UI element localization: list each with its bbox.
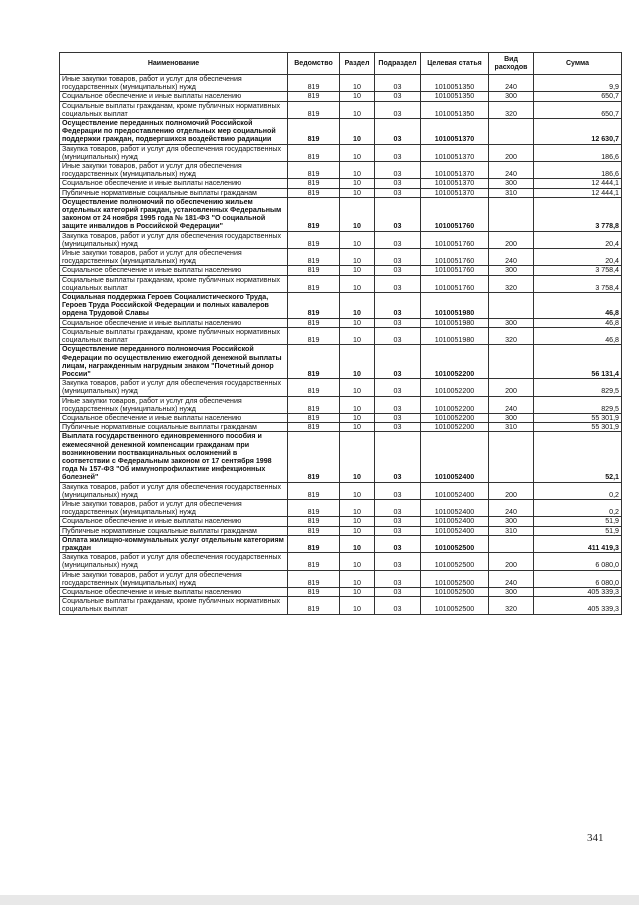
expense-type-cell: 300: [489, 266, 534, 275]
subsection-cell: 03: [375, 517, 421, 526]
subsection-cell: 03: [375, 597, 421, 614]
subsection-cell: 03: [375, 318, 421, 327]
target-article-cell: 1010051980: [421, 327, 489, 344]
department-cell: 819: [288, 535, 340, 552]
header-expense-type: Вид расходов: [489, 53, 534, 75]
target-article-cell: 1010051760: [421, 231, 489, 248]
subsection-cell: 03: [375, 553, 421, 570]
department-cell: 819: [288, 162, 340, 179]
section-cell: 10: [340, 318, 375, 327]
target-article-cell: 1010051760: [421, 249, 489, 266]
expense-type-cell: 200: [489, 231, 534, 248]
subsection-cell: 03: [375, 432, 421, 482]
subsection-cell: 03: [375, 587, 421, 596]
expense-type-cell: 320: [489, 597, 534, 614]
department-cell: 819: [288, 92, 340, 101]
expense-type-cell: 200: [489, 144, 534, 161]
table-row: [60, 587, 622, 596]
section-cell: 10: [340, 92, 375, 101]
expense-type-cell: 300: [489, 318, 534, 327]
row-name-cell: Социальное обеспечение и иные выплаты населению: [60, 266, 288, 275]
table-row: [60, 231, 622, 248]
table-row: [60, 318, 622, 327]
row-name-cell: Закупка товаров, работ и услуг для обеспечения государственных (муниципальных) нужд: [60, 379, 288, 396]
department-cell: 819: [288, 144, 340, 161]
amount-cell: 186,6: [534, 144, 622, 161]
section-cell: 10: [340, 553, 375, 570]
expense-type-cell: 300: [489, 92, 534, 101]
target-article-cell: 1010051370: [421, 144, 489, 161]
section-cell: 10: [340, 570, 375, 587]
department-cell: 819: [288, 597, 340, 614]
section-cell: 10: [340, 293, 375, 319]
row-name-cell: Социальное обеспечение и иные выплаты населению: [60, 92, 288, 101]
section-cell: 10: [340, 197, 375, 231]
subsection-cell: 03: [375, 482, 421, 499]
budget-table: [59, 52, 622, 615]
section-cell: 10: [340, 379, 375, 396]
subsection-cell: 03: [375, 499, 421, 516]
section-cell: 10: [340, 179, 375, 188]
subsection-cell: 03: [375, 101, 421, 118]
target-article-cell: 1010052200: [421, 413, 489, 422]
row-name-cell: Закупка товаров, работ и услуг для обеспечения государственных (муниципальных) нужд: [60, 482, 288, 499]
section-cell: 10: [340, 587, 375, 596]
row-name-cell: Социальное обеспечение и иные выплаты населению: [60, 587, 288, 596]
subsection-cell: 03: [375, 188, 421, 197]
section-cell: 10: [340, 345, 375, 379]
scan-bottom-edge: [0, 895, 639, 905]
department-cell: 819: [288, 396, 340, 413]
row-name-cell: Иные закупки товаров, работ и услуг для обеспечения государственных (муниципальных) нужд: [60, 75, 288, 92]
expense-type-cell: 320: [489, 101, 534, 118]
amount-cell: 12 444,1: [534, 179, 622, 188]
subsection-cell: 03: [375, 379, 421, 396]
section-cell: 10: [340, 327, 375, 344]
row-name-cell: Социальные выплаты гражданам, кроме публичных нормативных социальных выплат: [60, 327, 288, 344]
table-row: [60, 432, 622, 482]
section-cell: 10: [340, 413, 375, 422]
subsection-cell: 03: [375, 526, 421, 535]
subsection-cell: 03: [375, 535, 421, 552]
department-cell: 819: [288, 101, 340, 118]
row-name-cell: Осуществление переданного полномочия Российской Федерации по осуществлению ежегодной денежной выплаты лицам, награжденным нагрудным знаком "Почетный донор России": [60, 345, 288, 379]
expense-type-cell: 320: [489, 327, 534, 344]
table-row: [60, 293, 622, 319]
header-name: Наименование: [60, 53, 288, 75]
table-row: [60, 570, 622, 587]
section-cell: 10: [340, 144, 375, 161]
subsection-cell: 03: [375, 197, 421, 231]
table-body: [60, 75, 622, 615]
table-row: [60, 597, 622, 614]
subsection-cell: 03: [375, 413, 421, 422]
section-cell: 10: [340, 499, 375, 516]
expense-type-cell: [489, 119, 534, 145]
amount-cell: 6 080,0: [534, 553, 622, 570]
table-row: [60, 327, 622, 344]
department-cell: 819: [288, 249, 340, 266]
section-cell: 10: [340, 396, 375, 413]
expense-type-cell: [489, 535, 534, 552]
amount-cell: 51,9: [534, 517, 622, 526]
row-name-cell: Закупка товаров, работ и услуг для обеспечения государственных (муниципальных) нужд: [60, 553, 288, 570]
department-cell: 819: [288, 499, 340, 516]
amount-cell: 55 301,9: [534, 413, 622, 422]
row-name-cell: Оплата жилищно-коммунальных услуг отдельным категориям граждан: [60, 535, 288, 552]
amount-cell: 3 758,4: [534, 275, 622, 292]
amount-cell: 829,5: [534, 396, 622, 413]
amount-cell: 650,7: [534, 92, 622, 101]
expense-type-cell: 300: [489, 517, 534, 526]
department-cell: 819: [288, 413, 340, 422]
expense-type-cell: 240: [489, 396, 534, 413]
department-cell: 819: [288, 553, 340, 570]
table-row: [60, 75, 622, 92]
subsection-cell: 03: [375, 144, 421, 161]
header-target-article: Целевая статья: [421, 53, 489, 75]
expense-type-cell: [489, 197, 534, 231]
target-article-cell: 1010052200: [421, 345, 489, 379]
table-row: [60, 379, 622, 396]
subsection-cell: 03: [375, 570, 421, 587]
row-name-cell: Социальная поддержка Героев Социалистического Труда, Героев Труда Российской Федерации и полных кавалеров ордена Трудовой Славы: [60, 293, 288, 319]
expense-type-cell: 300: [489, 587, 534, 596]
subsection-cell: 03: [375, 119, 421, 145]
section-cell: 10: [340, 75, 375, 92]
target-article-cell: 1010052400: [421, 499, 489, 516]
target-article-cell: 1010052400: [421, 482, 489, 499]
amount-cell: 0,2: [534, 482, 622, 499]
amount-cell: 3 758,4: [534, 266, 622, 275]
row-name-cell: Социальное обеспечение и иные выплаты населению: [60, 318, 288, 327]
amount-cell: 46,8: [534, 327, 622, 344]
department-cell: 819: [288, 188, 340, 197]
section-cell: 10: [340, 101, 375, 118]
target-article-cell: 1010051350: [421, 75, 489, 92]
table-header-row: [60, 53, 622, 75]
section-cell: 10: [340, 162, 375, 179]
target-article-cell: 1010052400: [421, 526, 489, 535]
amount-cell: 52,1: [534, 432, 622, 482]
table-row: [60, 396, 622, 413]
target-article-cell: 1010051370: [421, 179, 489, 188]
section-cell: 10: [340, 266, 375, 275]
amount-cell: 186,6: [534, 162, 622, 179]
department-cell: 819: [288, 197, 340, 231]
table-row: [60, 179, 622, 188]
section-cell: 10: [340, 249, 375, 266]
target-article-cell: 1010051370: [421, 188, 489, 197]
row-name-cell: Осуществление полномочий по обеспечению жильем отдельных категорий граждан, установленных Федеральным законом от 24 ноября 1995 года № 181-ФЗ "О социальной защите инвалидов в Российской Федерации": [60, 197, 288, 231]
table-row: [60, 535, 622, 552]
row-name-cell: Иные закупки товаров, работ и услуг для обеспечения государственных (муниципальных) нужд: [60, 570, 288, 587]
table-row: [60, 482, 622, 499]
subsection-cell: 03: [375, 266, 421, 275]
amount-cell: 3 778,8: [534, 197, 622, 231]
target-article-cell: 1010052400: [421, 432, 489, 482]
row-name-cell: Социальные выплаты гражданам, кроме публичных нормативных социальных выплат: [60, 101, 288, 118]
table-row: [60, 423, 622, 432]
subsection-cell: 03: [375, 275, 421, 292]
table-row: [60, 144, 622, 161]
table-row: [60, 266, 622, 275]
amount-cell: 46,8: [534, 318, 622, 327]
expense-type-cell: 240: [489, 75, 534, 92]
expense-type-cell: [489, 293, 534, 319]
target-article-cell: 1010051760: [421, 275, 489, 292]
target-article-cell: 1010052400: [421, 517, 489, 526]
header-section: Раздел: [340, 53, 375, 75]
department-cell: 819: [288, 345, 340, 379]
expense-type-cell: [489, 432, 534, 482]
target-article-cell: 1010052500: [421, 553, 489, 570]
department-cell: 819: [288, 327, 340, 344]
row-name-cell: Выплата государственного единовременного пособия и ежемесячной денежной компенсации гражданам при возникновении поствакцинальных осложнений в соответствии с Федеральным законом от 17 сентября 1998 года № 157-ФЗ "Об иммунопрофилактике инфекционных болезней": [60, 432, 288, 482]
table-row: [60, 92, 622, 101]
target-article-cell: 1010052500: [421, 597, 489, 614]
table-row: [60, 345, 622, 379]
section-cell: 10: [340, 188, 375, 197]
row-name-cell: Иные закупки товаров, работ и услуг для обеспечения государственных (муниципальных) нужд: [60, 499, 288, 516]
amount-cell: 0,2: [534, 499, 622, 516]
row-name-cell: Социальные выплаты гражданам, кроме публичных нормативных социальных выплат: [60, 275, 288, 292]
row-name-cell: Закупка товаров, работ и услуг для обеспечения государственных (муниципальных) нужд: [60, 144, 288, 161]
section-cell: 10: [340, 275, 375, 292]
department-cell: 819: [288, 517, 340, 526]
amount-cell: 12 630,7: [534, 119, 622, 145]
row-name-cell: Публичные нормативные социальные выплаты гражданам: [60, 526, 288, 535]
table-row: [60, 101, 622, 118]
row-name-cell: Социальные выплаты гражданам, кроме публичных нормативных социальных выплат: [60, 597, 288, 614]
header-department: Ведомство: [288, 53, 340, 75]
department-cell: 819: [288, 119, 340, 145]
subsection-cell: 03: [375, 231, 421, 248]
header-amount: Сумма: [534, 53, 622, 75]
amount-cell: 9,9: [534, 75, 622, 92]
department-cell: 819: [288, 423, 340, 432]
section-cell: 10: [340, 526, 375, 535]
target-article-cell: 1010051760: [421, 197, 489, 231]
target-article-cell: 1010052500: [421, 535, 489, 552]
department-cell: 819: [288, 293, 340, 319]
expense-type-cell: [489, 345, 534, 379]
department-cell: 819: [288, 432, 340, 482]
table-row: [60, 249, 622, 266]
expense-type-cell: 300: [489, 413, 534, 422]
table-row: [60, 275, 622, 292]
row-name-cell: Иные закупки товаров, работ и услуг для обеспечения государственных (муниципальных) нужд: [60, 162, 288, 179]
department-cell: 819: [288, 570, 340, 587]
table-row: [60, 188, 622, 197]
subsection-cell: 03: [375, 75, 421, 92]
expense-type-cell: 310: [489, 188, 534, 197]
table-row: [60, 197, 622, 231]
amount-cell: 56 131,4: [534, 345, 622, 379]
expense-type-cell: 240: [489, 249, 534, 266]
table-row: [60, 526, 622, 535]
target-article-cell: 1010051980: [421, 318, 489, 327]
table-row: [60, 499, 622, 516]
target-article-cell: 1010051980: [421, 293, 489, 319]
expense-type-cell: 200: [489, 482, 534, 499]
expense-type-cell: 300: [489, 179, 534, 188]
amount-cell: 20,4: [534, 249, 622, 266]
table-row: [60, 119, 622, 145]
department-cell: 819: [288, 231, 340, 248]
target-article-cell: 1010051370: [421, 119, 489, 145]
department-cell: 819: [288, 482, 340, 499]
target-article-cell: 1010052200: [421, 379, 489, 396]
target-article-cell: 1010052500: [421, 587, 489, 596]
amount-cell: 55 301,9: [534, 423, 622, 432]
amount-cell: 46,8: [534, 293, 622, 319]
row-name-cell: Осуществление переданных полномочий Российской Федерации по предоставлению отдельных мер социальной поддержки граждан, подвергшихся воздействию радиации: [60, 119, 288, 145]
amount-cell: 411 419,3: [534, 535, 622, 552]
target-article-cell: 1010052200: [421, 423, 489, 432]
amount-cell: 6 080,0: [534, 570, 622, 587]
section-cell: 10: [340, 517, 375, 526]
department-cell: 819: [288, 266, 340, 275]
amount-cell: 12 444,1: [534, 188, 622, 197]
target-article-cell: 1010052500: [421, 570, 489, 587]
department-cell: 819: [288, 526, 340, 535]
section-cell: 10: [340, 423, 375, 432]
department-cell: 819: [288, 379, 340, 396]
row-name-cell: Социальное обеспечение и иные выплаты населению: [60, 413, 288, 422]
expense-type-cell: 310: [489, 526, 534, 535]
target-article-cell: 1010052200: [421, 396, 489, 413]
amount-cell: 829,5: [534, 379, 622, 396]
amount-cell: 405 339,3: [534, 587, 622, 596]
section-cell: 10: [340, 482, 375, 499]
section-cell: 10: [340, 597, 375, 614]
amount-cell: 20,4: [534, 231, 622, 248]
department-cell: 819: [288, 275, 340, 292]
amount-cell: 650,7: [534, 101, 622, 118]
target-article-cell: 1010051350: [421, 101, 489, 118]
subsection-cell: 03: [375, 293, 421, 319]
subsection-cell: 03: [375, 179, 421, 188]
row-name-cell: Закупка товаров, работ и услуг для обеспечения государственных (муниципальных) нужд: [60, 231, 288, 248]
subsection-cell: 03: [375, 327, 421, 344]
expense-type-cell: 200: [489, 379, 534, 396]
table-row: [60, 413, 622, 422]
row-name-cell: Публичные нормативные социальные выплаты гражданам: [60, 423, 288, 432]
amount-cell: 51,9: [534, 526, 622, 535]
subsection-cell: 03: [375, 423, 421, 432]
row-name-cell: Социальное обеспечение и иные выплаты населению: [60, 179, 288, 188]
expense-type-cell: 240: [489, 162, 534, 179]
table-row: [60, 162, 622, 179]
subsection-cell: 03: [375, 396, 421, 413]
subsection-cell: 03: [375, 162, 421, 179]
subsection-cell: 03: [375, 249, 421, 266]
header-subsection: Подраздел: [375, 53, 421, 75]
expense-type-cell: 310: [489, 423, 534, 432]
subsection-cell: 03: [375, 345, 421, 379]
department-cell: 819: [288, 75, 340, 92]
row-name-cell: Публичные нормативные социальные выплаты гражданам: [60, 188, 288, 197]
section-cell: 10: [340, 231, 375, 248]
amount-cell: 405 339,3: [534, 597, 622, 614]
section-cell: 10: [340, 119, 375, 145]
table-row: [60, 517, 622, 526]
row-name-cell: Иные закупки товаров, работ и услуг для обеспечения государственных (муниципальных) нужд: [60, 396, 288, 413]
table-row: [60, 553, 622, 570]
expense-type-cell: 240: [489, 570, 534, 587]
section-cell: 10: [340, 432, 375, 482]
row-name-cell: Социальное обеспечение и иные выплаты населению: [60, 517, 288, 526]
page-number: 341: [587, 832, 604, 844]
target-article-cell: 1010051370: [421, 162, 489, 179]
target-article-cell: 1010051350: [421, 92, 489, 101]
target-article-cell: 1010051760: [421, 266, 489, 275]
section-cell: 10: [340, 535, 375, 552]
department-cell: 819: [288, 179, 340, 188]
department-cell: 819: [288, 587, 340, 596]
expense-type-cell: 320: [489, 275, 534, 292]
expense-type-cell: 200: [489, 553, 534, 570]
expense-type-cell: 240: [489, 499, 534, 516]
subsection-cell: 03: [375, 92, 421, 101]
row-name-cell: Иные закупки товаров, работ и услуг для обеспечения государственных (муниципальных) нужд: [60, 249, 288, 266]
department-cell: 819: [288, 318, 340, 327]
